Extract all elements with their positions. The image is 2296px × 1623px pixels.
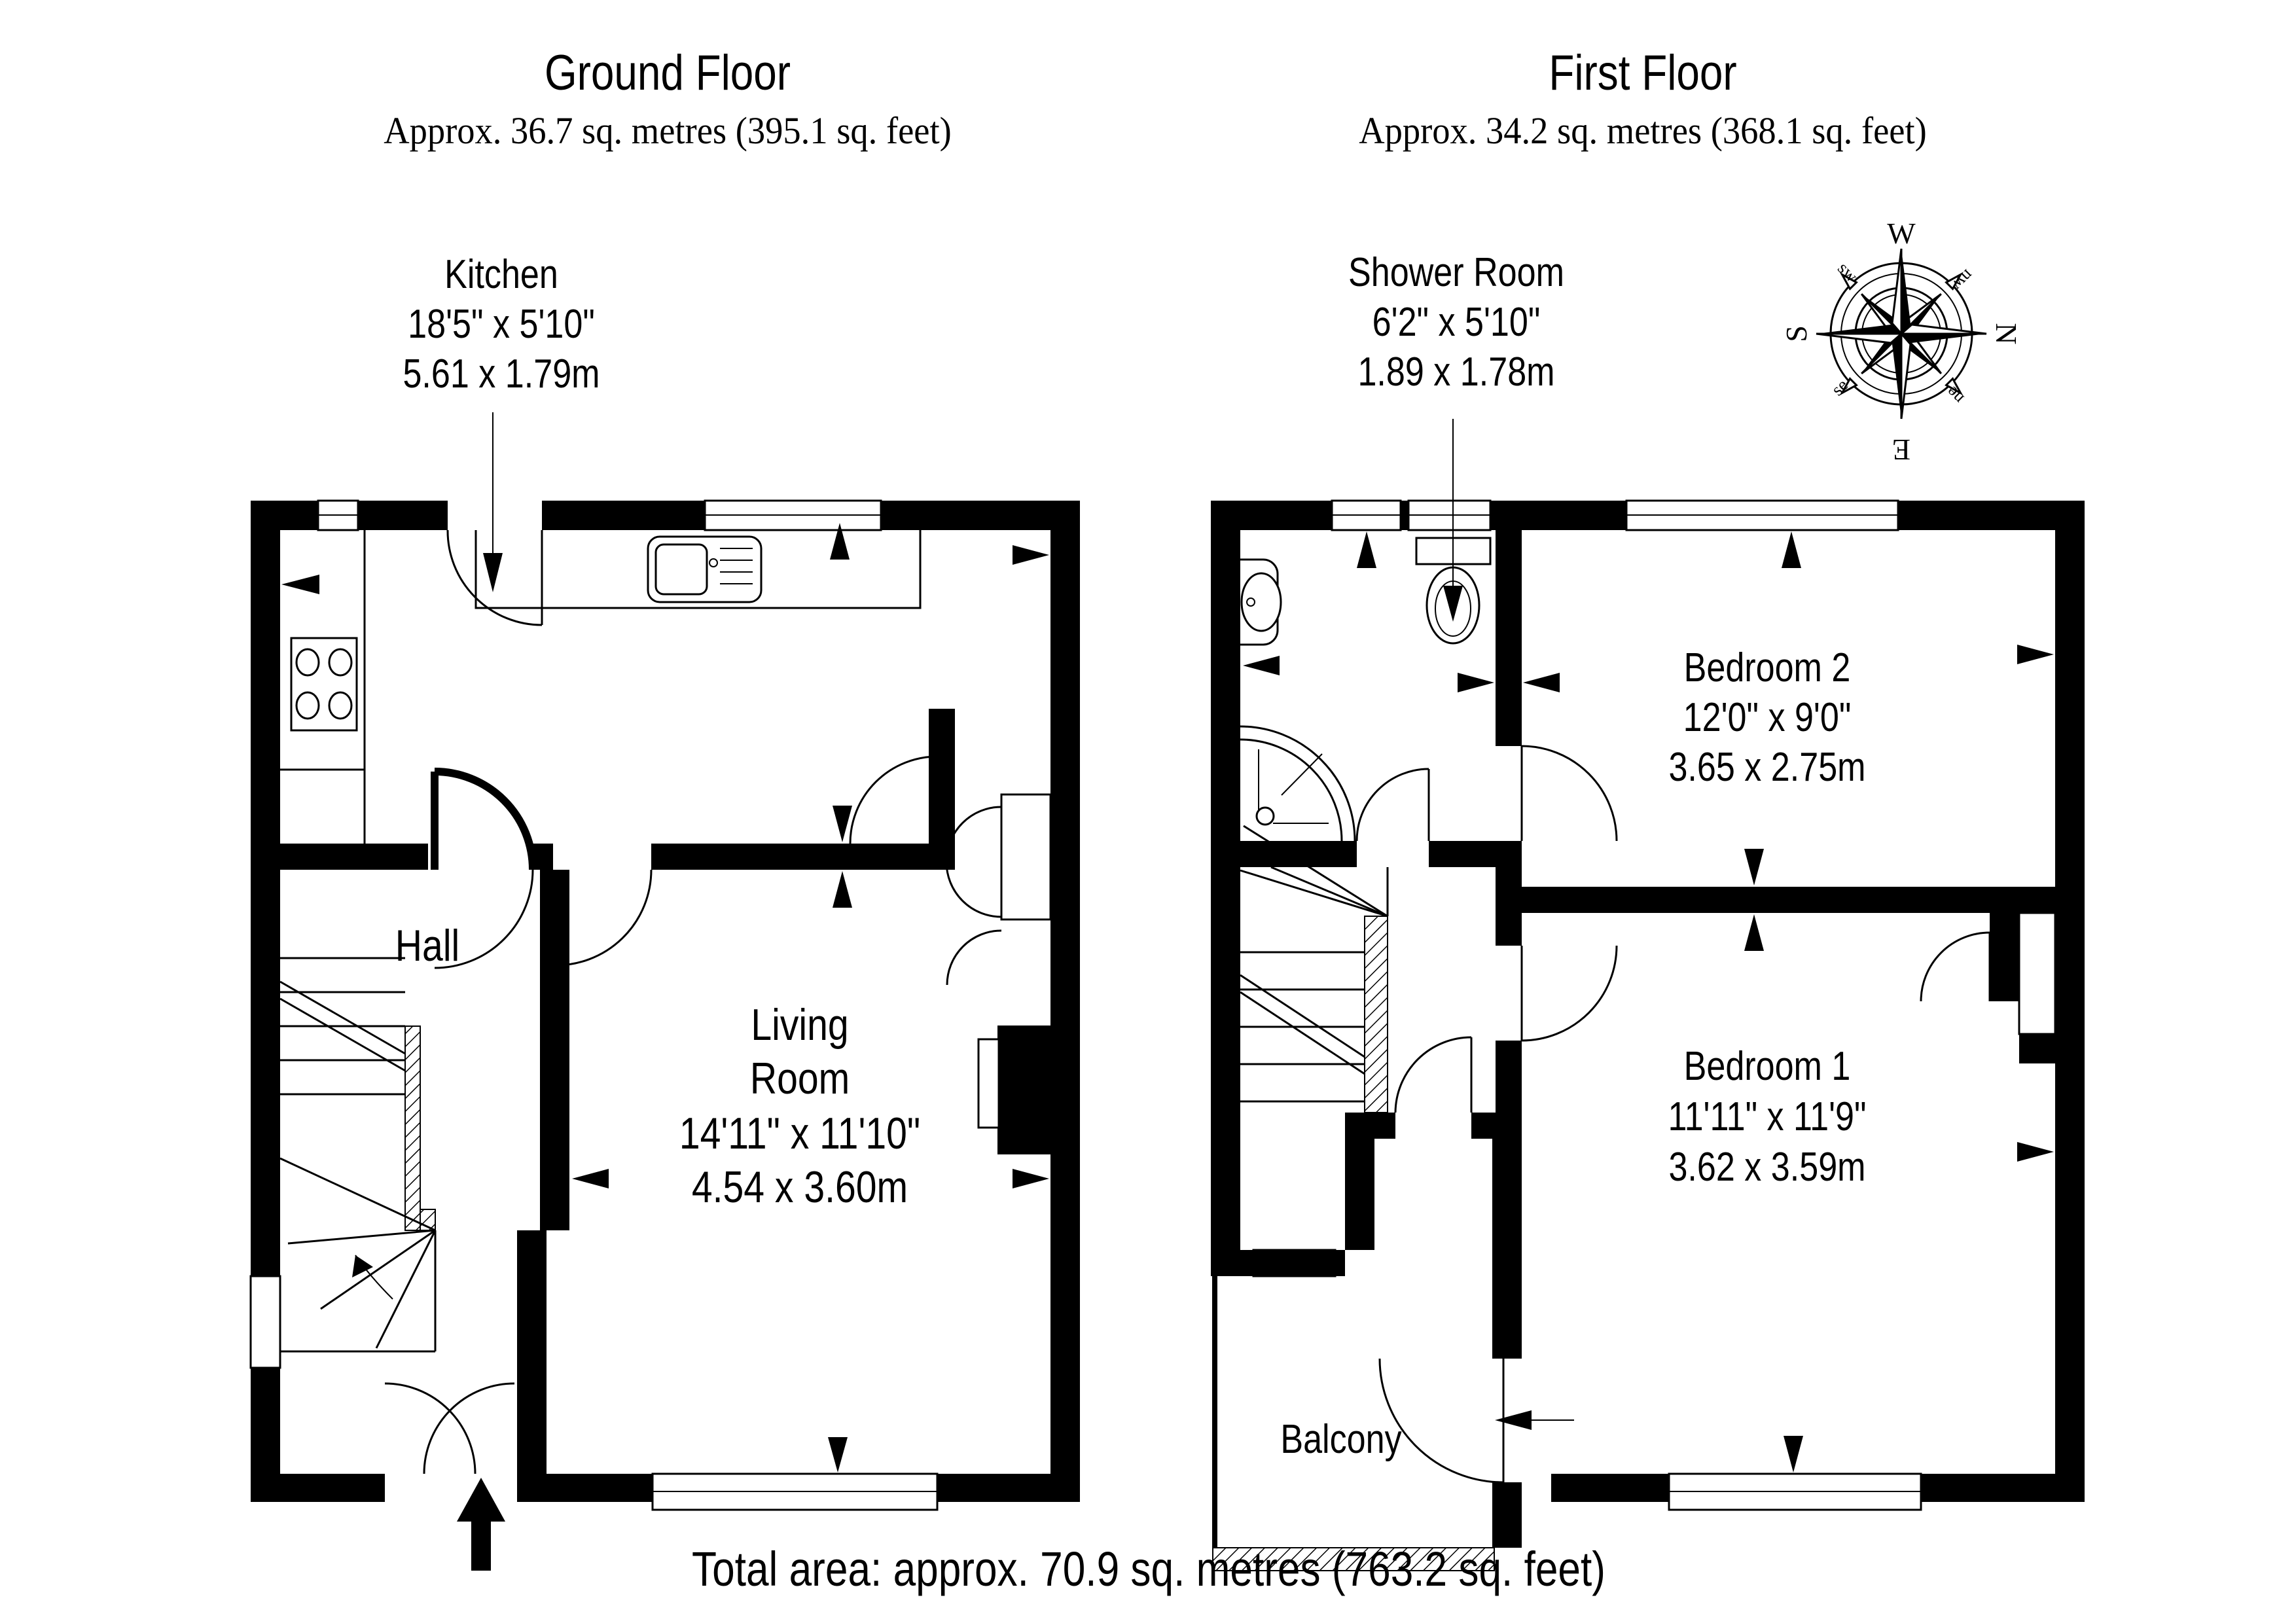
kitchen-lobby-door — [850, 757, 937, 844]
bedroom1-window — [1669, 1474, 1921, 1510]
gf-living-room-window — [653, 1474, 937, 1510]
wash-basin-icon — [1240, 560, 1281, 645]
shower-window — [1332, 501, 1490, 530]
kitchen-leader — [483, 412, 503, 592]
gf-understairs-recess — [251, 1276, 280, 1368]
balcony-label: Balcony — [1280, 1417, 1402, 1462]
gf-kitchen-window-sink — [705, 501, 881, 530]
gf-staircase — [280, 958, 435, 1351]
gf-internal-walls — [251, 709, 1080, 1502]
hall-label: Hall — [395, 921, 460, 971]
living-room-label-1: Living — [751, 1000, 849, 1050]
total-area-label: Total area: approx. 70.9 sq. metres (763.2 sq. feet) — [692, 1542, 1605, 1596]
compass-se-label: se — [1827, 375, 1852, 400]
gf-dimension-arrows — [281, 523, 1049, 1472]
compass-west-label: W — [1887, 217, 1916, 250]
ground-floor-subtitle: Approx. 36.7 sq. metres (395.1 sq. feet) — [384, 109, 952, 152]
first-floor-title: First Floor — [1549, 45, 1737, 101]
stove-icon — [291, 638, 357, 730]
gf-kitchen-window-left — [318, 501, 358, 530]
compass-rose — [1780, 217, 2023, 467]
ground-floor-plan — [251, 412, 1080, 1571]
corner-shower-icon — [1240, 726, 1355, 841]
living-room-dims-imperial: 14'11" x 11'10" — [679, 1109, 921, 1158]
compass-ne-label: ne — [1942, 382, 1968, 408]
kitchen-dims-metric: 5.61 x 1.79m — [403, 351, 600, 397]
shower-room-label: Shower Room — [1348, 250, 1564, 295]
landing-door — [1395, 1037, 1471, 1113]
bedroom2-label: Bedroom 2 — [1683, 645, 1851, 690]
living-room-label-2: Room — [749, 1054, 850, 1103]
shower-room-door — [1357, 769, 1429, 841]
bedroom2-window — [1626, 501, 1898, 530]
ff-outer-walls — [1211, 501, 2085, 1502]
bedroom1-door — [1522, 946, 1617, 1041]
kitchen-label: Kitchen — [444, 252, 558, 297]
shower-room-dims-imperial: 6'2" x 5'10" — [1372, 300, 1541, 345]
compass-sw-label: sw — [1834, 258, 1862, 286]
ground-floor-title: Ground Floor — [544, 45, 791, 101]
entrance-arrow — [457, 1478, 505, 1571]
bedroom1-label: Bedroom 1 — [1683, 1044, 1851, 1089]
first-floor-plan — [1211, 419, 2085, 1571]
entrance-door — [385, 1383, 514, 1474]
living-alcove — [946, 794, 1050, 985]
bedroom2-door — [1522, 746, 1617, 841]
bedroom2-dims-metric: 3.65 x 2.75m — [1668, 745, 1866, 790]
sink-icon — [648, 537, 761, 602]
fireplace — [978, 1039, 999, 1128]
bedroom1-dims-metric: 3.62 x 3.59m — [1668, 1145, 1866, 1190]
living-room-dims-metric: 4.54 x 3.60m — [691, 1162, 908, 1212]
first-floor-subtitle: Approx. 34.2 sq. metres (368.1 sq. feet) — [1359, 109, 1927, 152]
stair-direction-arrow — [352, 1255, 393, 1299]
balcony-arrow — [1495, 1410, 1574, 1430]
compass-east-label: E — [1892, 433, 1911, 467]
gf-doors — [385, 530, 937, 1474]
compass-nw-label: nw — [1948, 266, 1978, 295]
ff-staircase — [1240, 826, 1388, 1113]
compass-north-label: N — [1990, 323, 2023, 345]
kitchen-dims-imperial: 18'5" x 5'10" — [408, 302, 595, 347]
bedroom2-dims-imperial: 12'0" x 9'0" — [1683, 695, 1852, 740]
shower-room-dims-metric: 1.89 x 1.78m — [1357, 349, 1555, 395]
bedroom1-dims-imperial: 11'11" x 11'9" — [1668, 1094, 1867, 1139]
bedroom1-cupboard — [1921, 913, 2055, 1034]
compass-south-label: S — [1780, 325, 1813, 342]
kitchen-counter — [280, 530, 920, 844]
